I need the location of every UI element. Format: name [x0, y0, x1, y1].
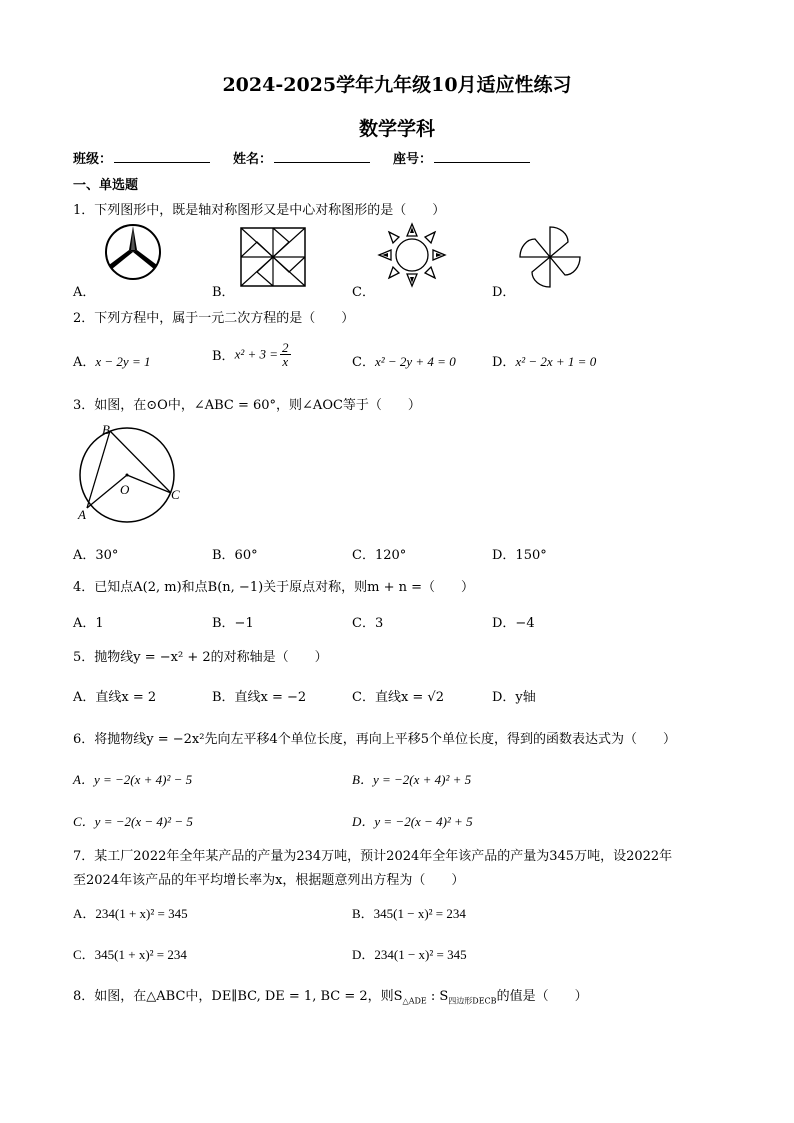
class-field[interactable] [73, 148, 210, 167]
q8-stem-pre: 8．如图，在△ABC中，DE∥BC, DE = 1, BC = 2，则S [73, 989, 403, 1004]
q2-c-equation: x² − 2y + 4 = 0 [374, 354, 456, 369]
name-label: 姓名： [233, 152, 273, 167]
q7-stem-line2: 至2024年该产品的年平均增长率为x，根据题意列出方程为（ ） [73, 873, 465, 888]
q6-option-a[interactable]: A．y = −2(x + 4)² − 5 [73, 772, 193, 787]
q2-option-d[interactable] [492, 351, 596, 370]
q7-stem-line1: 7．某工厂2022年全年某产品的产量为234万吨，预计2024年全年该产品的产量为345万吨，设2022年 [73, 849, 673, 864]
q2-b-denominator: x [282, 354, 289, 369]
q1-option-d[interactable]: D． [492, 285, 516, 300]
pinwheel-square-figure [238, 225, 308, 289]
q4-option-a[interactable]: A．1 [73, 616, 104, 631]
q6-option-c[interactable]: C．y = −2(x − 4)² − 5 [73, 814, 193, 829]
q2-c-label: C． [352, 355, 375, 370]
q1-stem: 1．下列图形中，既是轴对称图形又是中心对称图形的是（ ） [73, 203, 446, 218]
q2-option-a[interactable] [73, 351, 150, 370]
q2-a-equation: x − 2y = 1 [95, 354, 151, 369]
name-field[interactable] [233, 148, 370, 167]
q8-stem [73, 985, 588, 1007]
q2-b-numerator: 2 [282, 340, 289, 355]
sun-figure [376, 222, 448, 288]
q7-option-c[interactable]: C．345(1 + x)² = 234 [73, 947, 187, 962]
q5-option-a[interactable]: A．直线x = 2 [73, 690, 157, 705]
q3-stem: 3．如图，在⊙O中，∠ABC = 60°，则∠AOC等于（ ） [73, 398, 421, 413]
q8-stem-post: 的值是（ ） [496, 989, 588, 1004]
q2-option-c[interactable] [352, 351, 456, 370]
name-blank[interactable] [274, 149, 370, 163]
q3-option-b[interactable]: B．60° [212, 548, 258, 563]
q6-option-d[interactable]: D．y = −2(x − 4)² + 5 [352, 814, 473, 829]
q5-option-d[interactable]: D．y轴 [492, 690, 536, 705]
fig-label-o: O [120, 482, 130, 497]
q2-option-b[interactable] [212, 341, 293, 368]
q7-option-d[interactable]: D．234(1 − x)² = 345 [352, 947, 467, 962]
q8-sub-triangle: △ADE [402, 996, 427, 1006]
q1-option-b[interactable]: B． [212, 285, 235, 300]
section-heading: 一、单选题 [73, 178, 139, 193]
q2-d-equation: x² − 2x + 1 = 0 [515, 354, 597, 369]
seat-label: 座号： [393, 152, 433, 167]
class-blank[interactable] [114, 149, 210, 163]
q2-b-lhs: x² + 3 = [234, 346, 279, 362]
q8-sub-quadrilateral: 四边形DECB [448, 996, 497, 1006]
q3-option-a[interactable]: A．30° [73, 548, 119, 563]
seat-field[interactable] [393, 148, 530, 167]
fan-figure [514, 224, 586, 290]
q4-option-b[interactable]: B．−1 [212, 616, 254, 631]
q2-d-label: D． [492, 355, 516, 370]
mercedes-star-figure [97, 223, 169, 281]
q4-option-d[interactable]: D．−4 [492, 616, 535, 631]
q7-option-a[interactable]: A．234(1 + x)² = 345 [73, 906, 188, 921]
q2-b-label: B． [212, 349, 235, 364]
class-label: 班级： [73, 152, 113, 167]
circle-angle-figure [74, 422, 186, 526]
seat-blank[interactable] [434, 149, 530, 163]
q1-option-a[interactable]: A． [73, 285, 96, 300]
q3-option-c[interactable]: C．120° [352, 548, 407, 563]
fig-label-a: A [78, 507, 86, 522]
q8-colon: : S [426, 989, 449, 1004]
fig-label-b: B [102, 422, 110, 437]
q4-stem: 4．已知点A(2, m)和点B(n, −1)关于原点对称，则m + n =（ ） [73, 580, 475, 595]
q2-a-label: A． [73, 355, 96, 370]
q4-option-c[interactable]: C．3 [352, 616, 384, 631]
q7-option-b[interactable]: B．345(1 − x)² = 234 [352, 906, 466, 921]
q6-stem: 6．将抛物线y = −2x²先向左平移4个单位长度，再向上平移5个单位长度，得到的函数表达式为（ ） [73, 732, 677, 747]
q1-option-c[interactable]: C． [352, 285, 375, 300]
q5-option-c[interactable]: C．直线x = √2 [352, 690, 444, 705]
page-subtitle: 数学学科 [358, 118, 435, 140]
q5-option-b[interactable]: B．直线x = −2 [212, 690, 307, 705]
q3-option-d[interactable]: D．150° [492, 548, 547, 563]
q6-option-b[interactable]: B．y = −2(x + 4)² + 5 [352, 772, 472, 787]
q5-stem: 5．抛物线y = −x² + 2的对称轴是（ ） [73, 650, 328, 665]
fig-label-c: C [171, 487, 180, 502]
page-title: 2024-2025学年九年级10月适应性练习 [222, 74, 572, 96]
q2-stem: 2．下列方程中，属于一元二次方程的是（ ） [73, 311, 355, 326]
q2-b-fraction [280, 341, 291, 368]
